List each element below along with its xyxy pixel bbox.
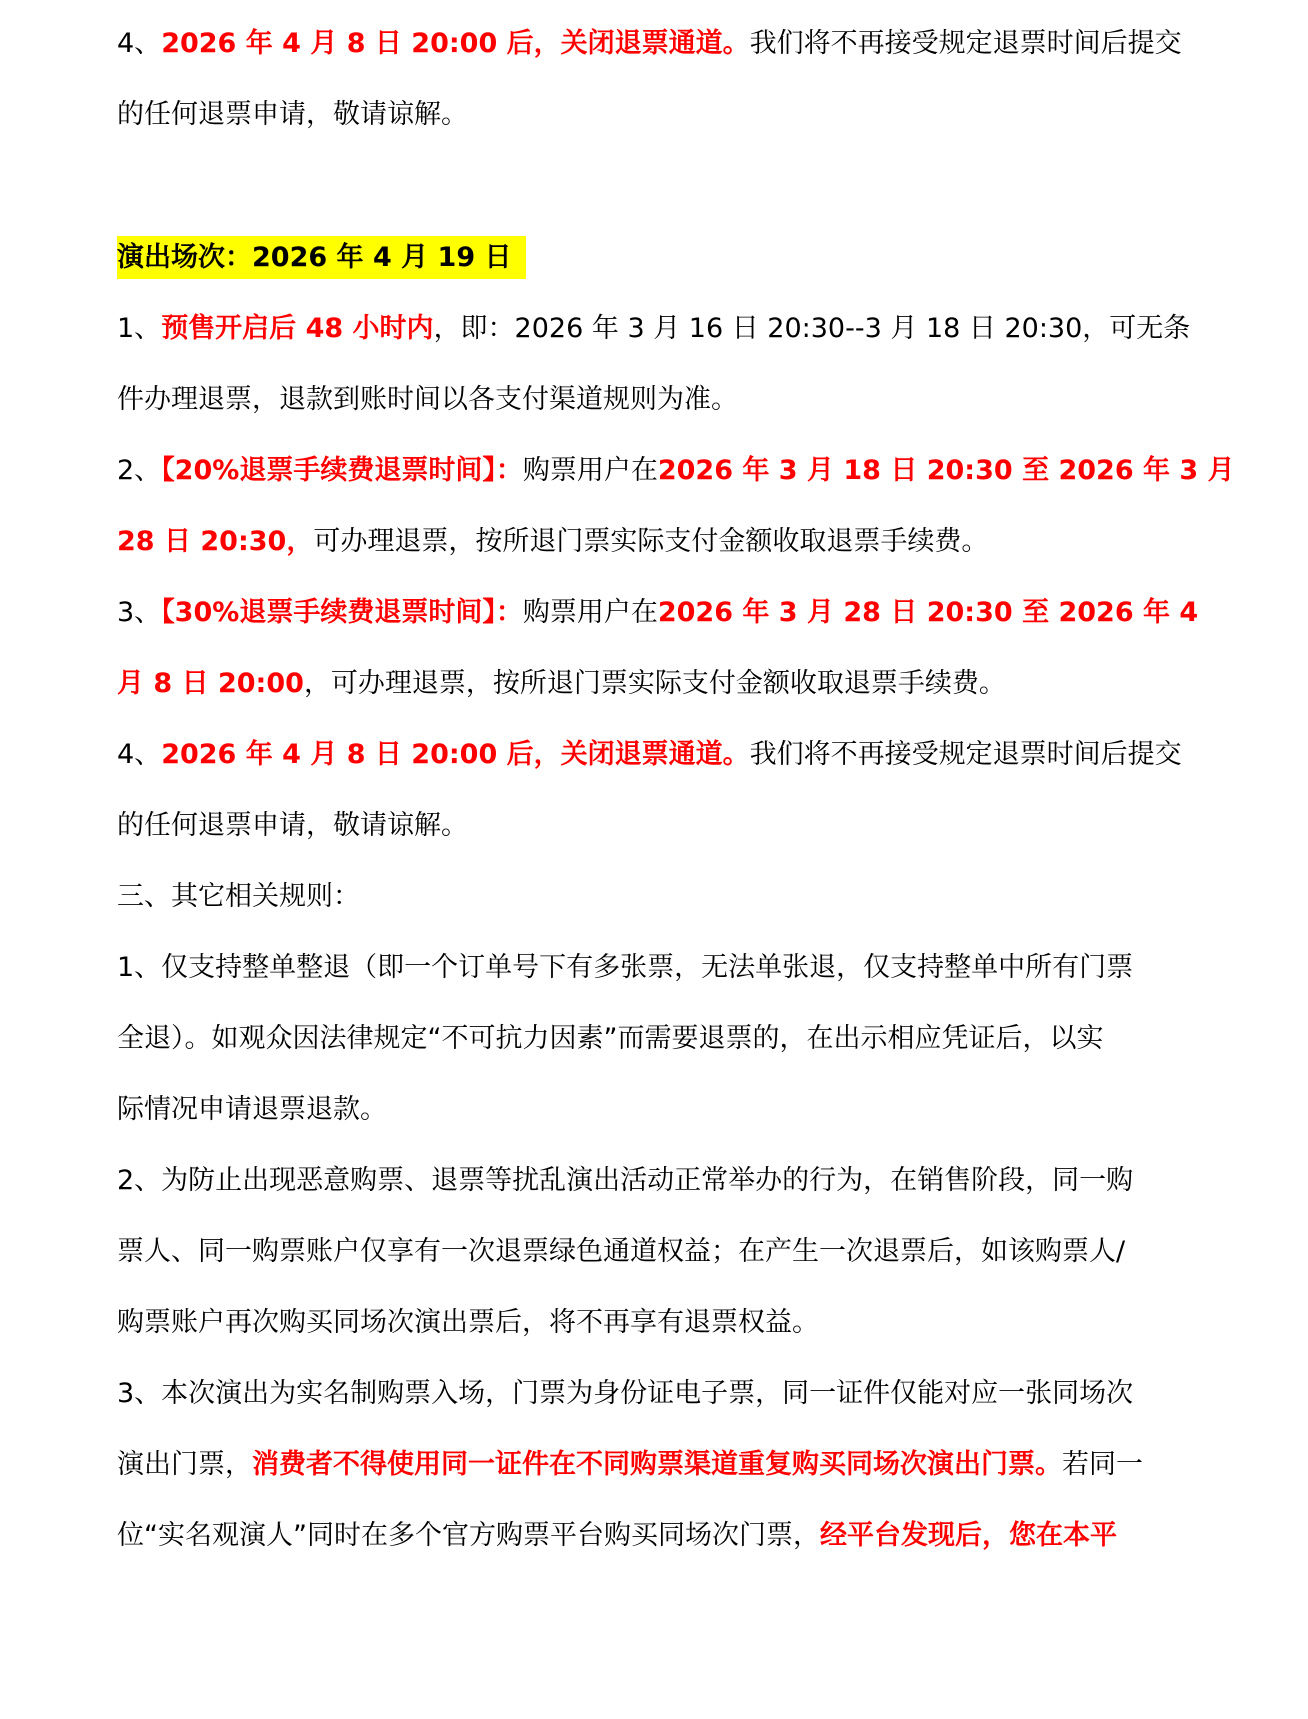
item-2-number: 2、 (117, 455, 162, 486)
top-item-4-line-2: 的任何退票申请，敬请谅解。 (117, 99, 468, 130)
item-3-date-range: 2026 年 3 月 28 日 20:30 至 2026 年 4 (657, 597, 1199, 628)
session-item-2-line-1 (117, 451, 1235, 491)
rule-2-line-1: 2、为防止出现恶意购票、退票等扰乱演出活动正常举办的行为，在销售阶段，同一购 (117, 1165, 1134, 1196)
top-item-4-rest: 我们将不再接受规定退票时间后提交 (749, 28, 1182, 59)
session-item-4-line-1 (117, 735, 1182, 775)
session-item-2-line-2 (117, 522, 1177, 562)
top-item-4-number: 4、 (117, 28, 162, 59)
item-3-mid: 购票用户在 (522, 597, 658, 628)
session-heading-highlight: 演出场次：2026 年 4 月 19 日 (117, 236, 526, 279)
rule-1-line-1: 1、仅支持整单整退（即一个订单号下有多张票，无法单张退，仅支持整单中所有门票 (117, 952, 1134, 983)
rule-3-line-2-start: 演出门票， (117, 1449, 252, 1480)
rule-3-line-3-start: 位“实名观演人”同时在多个官方购票平台购买同场次门票， (117, 1520, 820, 1551)
rule-3-line-1: 3、本次演出为实名制购票入场，门票为身份证电子票，同一证件仅能对应一张同场次 (117, 1378, 1134, 1409)
rule-3-line-3-red: 经平台发现后，您在本平 (819, 1520, 1117, 1551)
top-item-4-line-1 (117, 24, 1182, 64)
session-item-1-line-2: 件办理退票，退款到账时间以各支付渠道规则为准。 (117, 384, 738, 415)
rule-1-line-3: 际情况申请退票退款。 (117, 1094, 387, 1125)
session-item-4-line-2: 的任何退票申请，敬请谅解。 (117, 810, 468, 841)
item-3-cont: ，可办理退票，按所退门票实际支付金额收取退票手续费。 (303, 668, 1006, 699)
rule-3-line-2 (117, 1445, 1177, 1485)
section-3-heading: 三、其它相关规则： (117, 881, 360, 912)
item-4-red-text: 2026 年 4 月 8 日 20:00 后，关闭退票通道。 (161, 739, 750, 770)
rule-1-line-2: 全退）。如观众因法律规定“不可抗力因素”而需要退票的，在出示相应凭证后，以实 (117, 1023, 1104, 1054)
item-2-mid: 购票用户在 (522, 455, 658, 486)
item-3-number: 3、 (117, 597, 162, 628)
item-1-number: 1、 (117, 313, 162, 344)
session-item-3-line-1 (117, 593, 1199, 633)
top-item-4-red-text: 2026 年 4 月 8 日 20:00 后，关闭退票通道。 (161, 28, 750, 59)
rule-3-line-2-red: 消费者不得使用同一证件在不同购票渠道重复购买同场次演出门票。 (252, 1449, 1062, 1480)
item-2-date-range: 2026 年 3 月 18 日 20:30 至 2026 年 3 月 (657, 455, 1235, 486)
item-4-rest: 我们将不再接受规定退票时间后提交 (749, 739, 1182, 770)
session-heading (117, 238, 1177, 278)
session-item-3-line-2 (117, 664, 1177, 704)
rule-3-line-3 (117, 1516, 1177, 1556)
item-2-fee-label: 【20%退票手续费退票时间】： (161, 455, 523, 486)
rule-2-line-2: 票人、同一购票账户仅享有一次退票绿色通道权益；在产生一次退票后，如该购票人/ (117, 1236, 1126, 1267)
rule-3-line-2-end: 若同一 (1062, 1449, 1143, 1480)
item-4-number: 4、 (117, 739, 162, 770)
session-item-1-line-1 (117, 309, 1191, 349)
item-1-rest: ，即：2026 年 3 月 16 日 20:30--3 月 18 日 20:30，可无条 (433, 313, 1191, 344)
item-1-red-text: 预售开启后 48 小时内 (161, 313, 434, 344)
item-3-date-end: 月 8 日 20:00 (117, 668, 304, 699)
rule-2-line-3: 购票账户再次购买同场次演出票后，将不再享有退票权益。 (117, 1307, 819, 1338)
item-2-cont: 可办理退票，按所退门票实际支付金额收取退票手续费。 (313, 526, 989, 557)
item-3-fee-label: 【30%退票手续费退票时间】： (161, 597, 523, 628)
item-2-date-end: 28 日 20:30， (117, 526, 314, 557)
